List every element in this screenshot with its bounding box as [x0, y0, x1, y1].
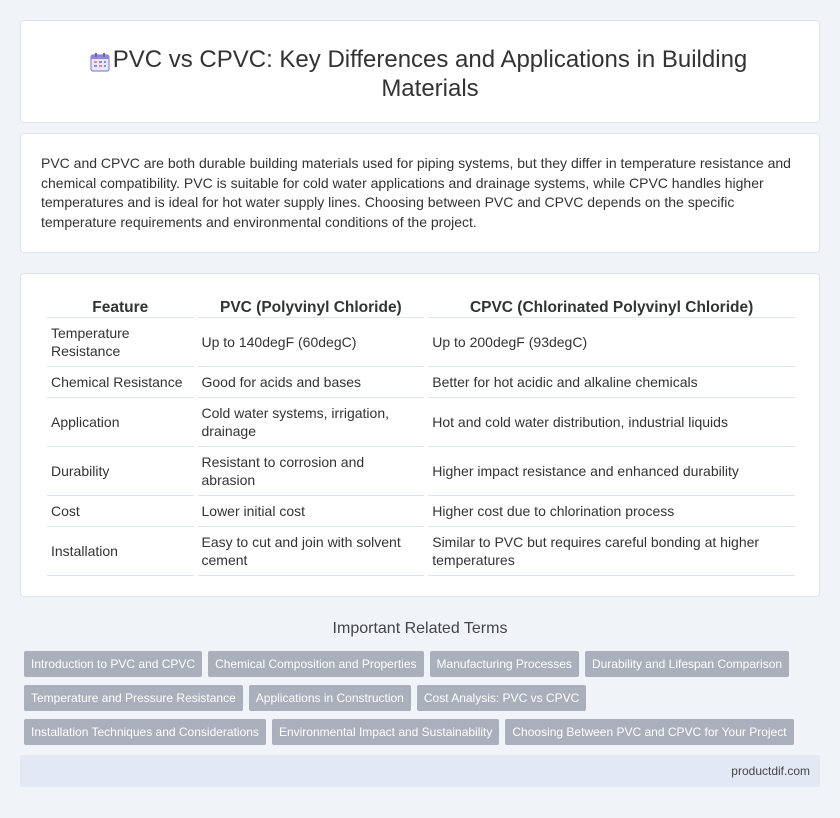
column-header: CPVC (Chlorinated Polyvinyl Chloride)	[428, 296, 795, 318]
column-header: PVC (Polyvinyl Chloride)	[198, 296, 425, 318]
related-terms-list	[24, 651, 824, 753]
feature-cell: Application	[47, 398, 194, 447]
related-term-tag[interactable]: Durability and Lifespan Comparison	[585, 651, 789, 677]
table-header-row	[47, 296, 795, 318]
comparison-table	[43, 296, 799, 576]
table-row	[47, 447, 795, 496]
cpvc-cell: Higher cost due to chlorination process	[428, 496, 795, 527]
related-term-tag[interactable]: Applications in Construction	[249, 685, 411, 711]
column-header: Feature	[47, 296, 194, 318]
comparison-card	[20, 273, 820, 597]
related-terms-heading: Important Related Terms	[332, 620, 508, 637]
cpvc-cell: Hot and cold water distribution, industrial liquids	[428, 398, 795, 447]
related-term-tag[interactable]: Cost Analysis: PVC vs CPVC	[417, 685, 586, 711]
related-term-tag[interactable]: Environmental Impact and Sustainability	[272, 719, 499, 745]
page-title: PVC vs CPVC: Key Differences and Applications in Building Materials	[112, 46, 748, 102]
feature-cell: Temperature Resistance	[47, 318, 194, 367]
cpvc-cell: Similar to PVC but requires careful bonding at higher temperatures	[428, 527, 795, 576]
intro-paragraph: PVC and CPVC are both durable building materials used for piping systems, but they differ in temperature resistance and chemical compatibility. PVC is suitable for cold water applications and drainage systems, while CPVC handles higher temperatures and is ideal for hot water supply lines. Choosing between PVC and CPVC depends on the specific temperature requirements and environmental conditions of the project.	[41, 155, 791, 230]
pvc-cell: Good for acids and bases	[198, 367, 425, 398]
cpvc-cell: Better for hot acidic and alkaline chemicals	[428, 367, 795, 398]
related-term-tag[interactable]: Installation Techniques and Considerations	[24, 719, 266, 745]
related-term-tag[interactable]: Choosing Between PVC and CPVC for Your Project	[505, 719, 793, 745]
pvc-cell: Resistant to corrosion and abrasion	[198, 447, 425, 496]
pvc-cell: Lower initial cost	[198, 496, 425, 527]
related-term-tag[interactable]: Manufacturing Processes	[430, 651, 579, 677]
feature-cell: Durability	[47, 447, 194, 496]
table-row	[47, 367, 795, 398]
pvc-cell: Up to 140degF (60degC)	[198, 318, 425, 367]
table-row	[47, 318, 795, 367]
footer-site-name[interactable]: productdif.com	[731, 764, 810, 778]
related-term-tag[interactable]: Temperature and Pressure Resistance	[24, 685, 243, 711]
related-term-tag[interactable]: Chemical Composition and Properties	[208, 651, 423, 677]
feature-cell: Cost	[47, 496, 194, 527]
pvc-cell: Easy to cut and join with solvent cement	[198, 527, 425, 576]
table-row	[47, 398, 795, 447]
feature-cell: Installation	[47, 527, 194, 576]
cpvc-cell: Higher impact resistance and enhanced durability	[428, 447, 795, 496]
feature-cell: Chemical Resistance	[47, 367, 194, 398]
header-card	[20, 20, 820, 123]
cpvc-cell: Up to 200degF (93degC)	[428, 318, 795, 367]
table-row	[47, 496, 795, 527]
related-term-tag[interactable]: Introduction to PVC and CPVC	[24, 651, 202, 677]
table-row	[47, 527, 795, 576]
footer	[20, 755, 820, 787]
intro-card	[20, 133, 820, 253]
pvc-cell: Cold water systems, irrigation, drainage	[198, 398, 425, 447]
